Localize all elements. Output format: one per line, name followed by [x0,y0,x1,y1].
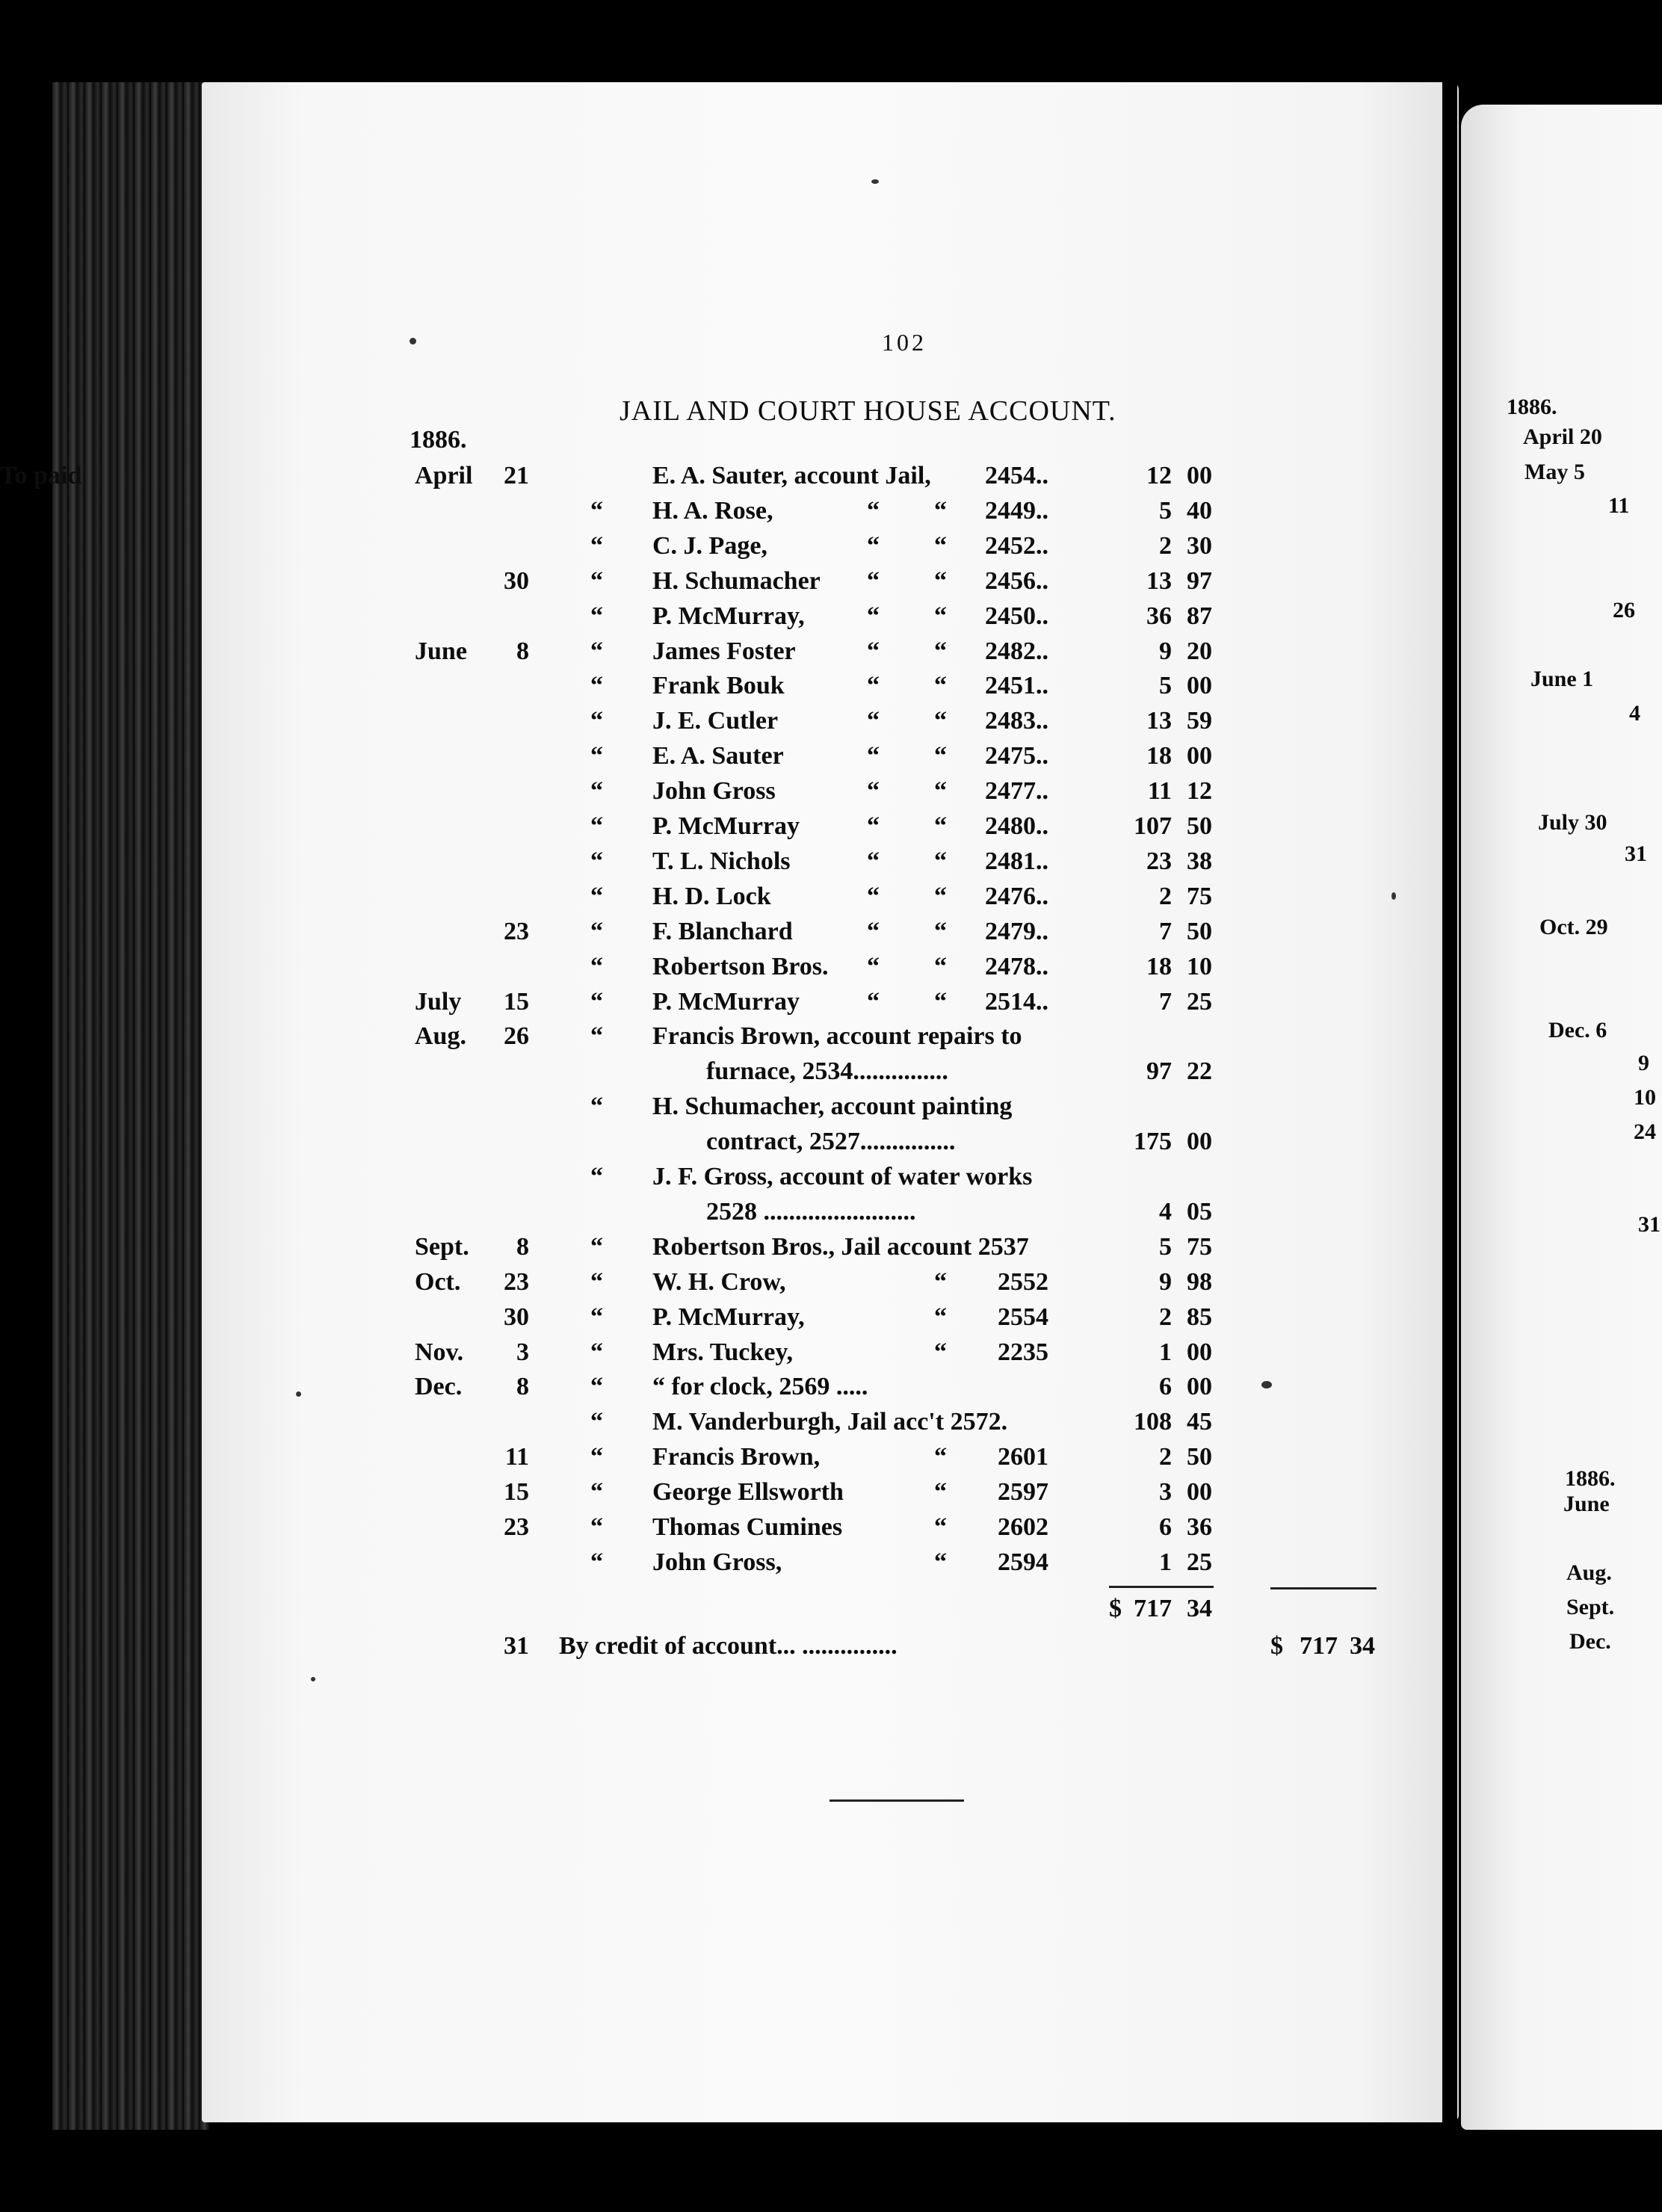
ledger-row [0,1443,1662,1476]
ledger-row [0,742,1662,775]
entry-cents: 00 [1187,672,1212,699]
entry-cents: 87 [1187,602,1212,630]
entry-ditto: “ [590,1022,603,1050]
entry-cents: 25 [1187,988,1212,1016]
entry-d3: “ [934,777,947,805]
total-dollars: 717 [1134,1595,1172,1622]
entry-name: 2528 ........................ [706,1198,916,1226]
entry-dollars: 97 [1146,1057,1172,1085]
ledger-row [0,953,1662,986]
ledger-row [0,777,1662,810]
entry-voucher: 2475.. [985,742,1048,770]
entry-name: M. Vanderburgh, Jail acc't 2572. [652,1408,1008,1436]
ledger-row [0,1303,1662,1336]
credit-row [0,1632,1662,1665]
entry-d3: “ [934,812,947,840]
entry-ditto: “ [590,707,603,735]
ledger-row [0,532,1662,565]
entry-name: contract, 2527............... [706,1128,956,1155]
entry-dollars: 6 [1159,1513,1172,1541]
entry-voucher: 2452.. [985,532,1048,560]
entry-dollars: 2 [1159,1443,1172,1471]
entry-voucher: 2602 [998,1513,1048,1541]
entry-ditto: “ [590,847,603,875]
entry-name: James Foster [652,637,796,665]
entry-cents: 75 [1187,1233,1212,1261]
entry-month: Oct. [415,1268,461,1296]
entry-cents: 59 [1187,707,1212,735]
entry-dollars: 4 [1159,1198,1172,1226]
entry-ditto: “ [590,1443,603,1471]
entry-ditto: “ [590,953,603,980]
entry-day: 15 [504,988,529,1016]
entry-cents: 40 [1187,497,1212,525]
entry-day: 21 [504,462,529,489]
entry-ditto: “ [590,497,603,525]
entry-dollars: 1 [1159,1548,1172,1576]
entry-ditto: “ [590,918,603,945]
entry-ditto: “ [590,1408,603,1436]
right-page-line: 11 [1608,493,1630,518]
scan-speck [1261,1381,1272,1388]
right-page-line: 10 [1634,1085,1656,1110]
entry-ditto: “ [590,1373,603,1400]
entry-name: W. H. Crow, [652,1268,786,1296]
right-page-line: June 1 [1530,667,1594,691]
ledger-row [0,602,1662,635]
entry-ditto: “ [590,1093,603,1120]
entry-dollars: 3 [1159,1478,1172,1506]
entry-name: “ for clock, 2569 ..... [652,1373,868,1400]
entry-cents: 12 [1187,777,1212,805]
entry-d2: “ [867,707,880,735]
right-page-line: 26 [1613,598,1635,622]
entry-d3: “ [934,707,947,735]
entry-ditto: “ [590,777,603,805]
scan-speck [871,179,879,184]
entry-voucher: 2552 [998,1268,1048,1296]
ledger-row [0,847,1662,880]
entry-ditto: “ [590,1548,603,1576]
entry-cents: 85 [1187,1303,1212,1331]
entry-dollars: 5 [1159,672,1172,699]
entry-d3: “ [934,883,947,910]
entry-dollars: 23 [1146,847,1172,875]
right-page-line: Dec. 6 [1548,1018,1607,1042]
entry-d3: “ [934,1513,947,1541]
ledger-row [0,637,1662,670]
entry-day: 30 [504,1303,529,1331]
entry-cents: 50 [1187,918,1212,945]
entry-d3: “ [934,1268,947,1296]
entry-day: 23 [504,1513,529,1541]
entry-name: George Ellsworth [652,1478,844,1506]
scan-speck [1391,892,1396,900]
entry-d3: “ [934,672,947,699]
entry-day: 23 [504,1268,529,1296]
entry-ditto: “ [590,988,603,1016]
entry-dollars: 36 [1146,602,1172,630]
entry-d2: “ [867,988,880,1016]
entry-cents: 05 [1187,1198,1212,1226]
entry-ditto: “ [590,1338,603,1366]
entry-name: E. A. Sauter [652,742,784,770]
credit-cents: 34 [1350,1632,1375,1660]
entry-ditto: “ [590,672,603,699]
entry-d3: “ [934,918,947,945]
entry-ditto: “ [590,532,603,560]
entry-ditto: “ [590,1478,603,1506]
entry-voucher: 2450.. [985,602,1048,630]
entry-month: Aug. [415,1022,466,1050]
entry-cents: 97 [1187,567,1212,595]
entry-day: 8 [516,1373,529,1400]
entry-d3: “ [934,497,947,525]
entry-ditto: “ [590,1303,603,1331]
entry-cents: 30 [1187,532,1212,560]
entry-cents: 50 [1187,1443,1212,1471]
entry-dollars: 2 [1159,532,1172,560]
right-page-line: July 30 [1538,810,1607,835]
entry-cents: 00 [1187,1373,1212,1400]
right-page-line: May 5 [1524,460,1585,484]
entry-name: H. A. Rose, [652,497,773,525]
entry-d2: “ [867,602,880,630]
entry-cents: 25 [1187,1548,1212,1576]
entry-ditto: “ [590,812,603,840]
entry-dollars: 6 [1159,1373,1172,1400]
entry-name: H. Schumacher [652,567,821,595]
entry-day: 23 [504,918,529,945]
entry-cents: 00 [1187,462,1212,489]
ledger-row [0,1513,1662,1546]
entry-dollars: 11 [1147,777,1172,805]
entry-month: Sept. [415,1233,469,1261]
entry-ditto: “ [590,742,603,770]
entry-name: J. E. Cutler [652,707,779,735]
entry-d2: “ [867,883,880,910]
entry-d2: “ [867,918,880,945]
right-page-line: Oct. 29 [1539,915,1608,939]
entry-dollars: 175 [1134,1128,1172,1155]
entry-dollars: 18 [1146,742,1172,770]
entry-d2: “ [867,812,880,840]
entry-name: J. F. Gross, account of water works [652,1163,1033,1190]
right-page-line: 31 [1625,841,1647,866]
entry-d2: “ [867,847,880,875]
entry-ditto: “ [590,1233,603,1261]
entry-name: F. Blanchard [652,918,793,945]
entry-d3: “ [934,953,947,980]
entry-d2: “ [867,953,880,980]
entry-name: C. J. Page, [652,532,767,560]
entry-name: E. A. Sauter, account Jail, [652,462,931,489]
ledger-row [0,1057,1662,1090]
entry-dollars: 2 [1159,1303,1172,1331]
entry-name: T. L. Nichols [652,847,791,875]
entry-d3: “ [934,637,947,665]
entry-d2: “ [867,532,880,560]
entry-cents: 00 [1187,1338,1212,1366]
entry-cents: 98 [1187,1268,1212,1296]
scan-speck [410,338,416,345]
entry-ditto: “ [590,1513,603,1541]
entry-month: Nov. [415,1338,464,1366]
credit-column-rule [1270,1587,1377,1590]
ledger-row [0,883,1662,915]
entry-day: 8 [516,1233,529,1261]
entry-name: H. Schumacher, account painting [652,1093,1013,1120]
entry-ditto: “ [590,602,603,630]
entry-cents: 45 [1187,1408,1212,1436]
entry-cents: 22 [1187,1057,1212,1085]
entry-voucher: 2554 [998,1303,1048,1331]
entry-voucher: 2454.. [985,462,1048,489]
ledger-row [0,672,1662,705]
entry-cents: 38 [1187,847,1212,875]
entry-d2: “ [867,567,880,595]
entry-cents: 10 [1187,953,1212,980]
entry-name: John Gross, [652,1548,782,1576]
right-page-line: Dec. [1569,1629,1611,1654]
entry-voucher: 2449.. [985,497,1048,525]
entry-ditto: “ [590,567,603,595]
entry-d2: “ [867,742,880,770]
entry-d2: “ [867,637,880,665]
right-page-line: Sept. [1566,1595,1615,1619]
entry-name: P. McMurray [652,812,800,840]
entry-cents: 00 [1187,1128,1212,1155]
entry-ditto: “ [590,1268,603,1296]
entry-day: 30 [504,567,529,595]
entry-cents: 20 [1187,637,1212,665]
entry-voucher: 2481.. [985,847,1048,875]
entry-dollars: 2 [1159,883,1172,910]
entry-name: Robertson Bros., Jail account 2537 [652,1233,1029,1261]
entry-voucher: 2482.. [985,637,1048,665]
entry-day: 26 [504,1022,529,1050]
ledger-row [0,1548,1662,1581]
entry-dollars: 9 [1159,637,1172,665]
entry-cents: 50 [1187,812,1212,840]
entry-voucher: 2594 [998,1548,1048,1576]
ledger-row [0,1198,1662,1231]
entry-day: 3 [516,1338,529,1366]
entry-d3: “ [934,1443,947,1471]
total-dollar-sign: $ [1109,1595,1122,1622]
entry-dollars: 108 [1134,1408,1172,1436]
ledger-row [0,988,1662,1021]
right-page-line: 24 [1634,1119,1656,1144]
entry-d3: “ [934,1303,947,1331]
entry-dollars: 13 [1146,567,1172,595]
right-page-line: Aug. [1566,1560,1612,1585]
entry-dollars: 13 [1146,707,1172,735]
page-number: 102 [882,329,927,356]
total-cents: 34 [1187,1595,1212,1622]
ledger-row [0,1233,1662,1266]
ledger-row [0,707,1662,740]
total-row [0,1595,1662,1628]
entry-d3: “ [934,1548,947,1576]
entry-name: Robertson Bros. [652,953,829,980]
credit-dollars: 717 [1300,1632,1338,1660]
entry-dollars: 5 [1159,1233,1172,1261]
entry-dollars: 7 [1159,988,1172,1016]
entry-voucher: 2451.. [985,672,1048,699]
end-of-account-rule [830,1799,964,1802]
entry-name: Mrs. Tuckey, [652,1338,793,1366]
entry-name: Francis Brown, [652,1443,821,1471]
ledger-row [0,567,1662,600]
entry-cents: 75 [1187,883,1212,910]
entry-prefix: To paid [0,462,82,489]
entry-dollars: 1 [1159,1338,1172,1366]
entry-dollars: 7 [1159,918,1172,945]
entry-month: July [415,988,462,1016]
entry-voucher: 2456.. [985,567,1048,595]
entry-name: furnace, 2534............... [706,1057,948,1085]
entry-cents: 00 [1187,742,1212,770]
entry-voucher: 2477.. [985,777,1048,805]
entry-dollars: 9 [1159,1268,1172,1296]
ledger-row [0,1128,1662,1161]
scan-speck [311,1677,315,1681]
credit-text: By credit of account... ............... [559,1632,898,1660]
credit-day: 31 [504,1632,529,1660]
entry-dollars: 5 [1159,497,1172,525]
entry-name: P. McMurray, [652,1303,805,1331]
entry-d2: “ [867,672,880,699]
entry-ditto: “ [590,883,603,910]
entry-name: Francis Brown, account repairs to [652,1022,1022,1050]
entry-d2: “ [867,777,880,805]
entry-dollars: 12 [1146,462,1172,489]
entry-d3: “ [934,567,947,595]
entry-d2: “ [867,497,880,525]
entry-d3: “ [934,602,947,630]
entry-d3: “ [934,847,947,875]
entry-d3: “ [934,532,947,560]
right-page-line: 4 [1629,701,1640,726]
entry-month: April [415,462,473,489]
entry-voucher: 2514.. [985,988,1048,1016]
ledger-row [0,497,1662,530]
credit-dollar-sign: $ [1270,1632,1283,1660]
ledger-row [0,812,1662,845]
subtotal-rule [1109,1586,1214,1588]
entry-ditto: “ [590,1163,603,1190]
right-page-line: 9 [1638,1051,1649,1075]
page-title: JAIL AND COURT HOUSE ACCOUNT. [620,395,1116,427]
ledger-row [0,918,1662,951]
right-page-line: April 20 [1523,424,1602,449]
right-page-line: 31 [1638,1212,1661,1237]
ledger-row [0,1338,1662,1371]
entry-voucher: 2479.. [985,918,1048,945]
entry-voucher: 2601 [998,1443,1048,1471]
entry-day: 11 [504,1443,529,1471]
entry-name: P. McMurray [652,988,800,1016]
entry-name: P. McMurray, [652,602,805,630]
right-page-line: June [1563,1492,1610,1516]
ledger-row [0,1268,1662,1301]
entry-ditto: “ [590,637,603,665]
entry-month: June [415,637,467,665]
ledger-row [0,1093,1662,1125]
entry-day: 15 [504,1478,529,1506]
ledger-row [0,1022,1662,1055]
entry-voucher: 2478.. [985,953,1048,980]
entry-dollars: 107 [1134,812,1172,840]
entry-name: John Gross [652,777,776,805]
entry-day: 8 [516,637,529,665]
entry-name: H. D. Lock [652,883,771,910]
entry-name: Thomas Cumines [652,1513,843,1541]
entry-cents: 00 [1187,1478,1212,1506]
entry-d3: “ [934,1478,947,1506]
entry-voucher: 2480.. [985,812,1048,840]
scan-speck [296,1391,301,1397]
entry-name: Frank Bouk [652,672,785,699]
ledger-row [0,1373,1662,1406]
entry-d3: “ [934,988,947,1016]
right-page-line: 1886. [1507,395,1557,419]
entry-voucher: 2483.. [985,707,1048,735]
entry-month: Dec. [415,1373,463,1400]
entry-cents: 36 [1187,1513,1212,1541]
right-page-line: 1886. [1565,1466,1616,1491]
entry-dollars: 18 [1146,953,1172,980]
ledger-row [0,462,1662,495]
entry-d3: “ [934,742,947,770]
ledger-row [0,1163,1662,1196]
ledger-row [0,1478,1662,1511]
entry-voucher: 2597 [998,1478,1048,1506]
ledger-row [0,1408,1662,1441]
entry-voucher: 2476.. [985,883,1048,910]
ledger-year: 1886. [410,426,467,454]
entry-d3: “ [934,1338,947,1366]
entry-voucher: 2235 [998,1338,1048,1366]
